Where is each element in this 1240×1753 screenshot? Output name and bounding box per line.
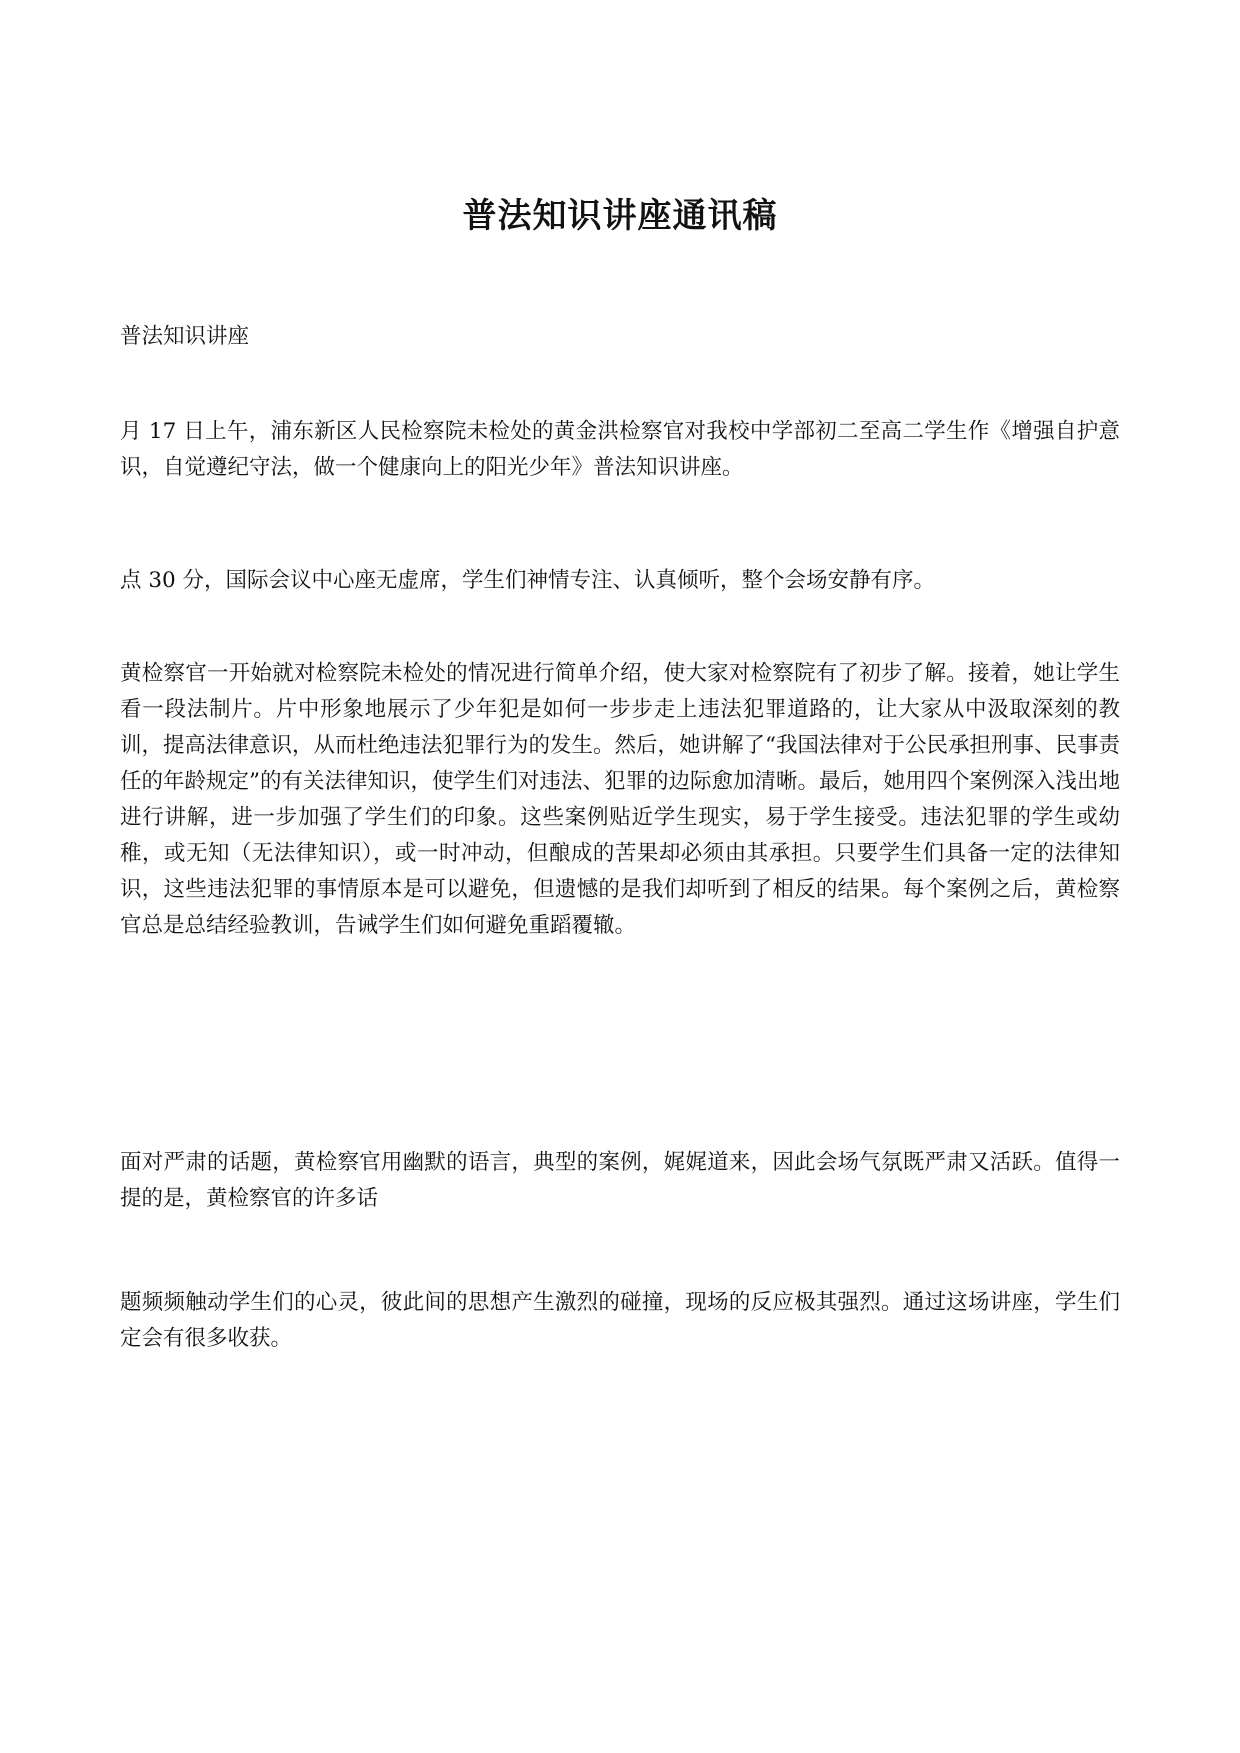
paragraph-2: 点 30 分，国际会议中心座无虚席，学生们神情专注、认真倾听，整个会场安静有序。 xyxy=(120,568,936,593)
paragraph-4: 面对严肃的话题，黄检察官用幽默的语言，典型的案例，娓娓道来，因此会场气氛既严肃又活跃。值得一提的是，黄检察官的许多话 xyxy=(120,1150,1120,1211)
document-title: 普法知识讲座通讯稿 xyxy=(462,196,778,236)
document-subtitle: 普法知识讲座 xyxy=(120,324,250,349)
paragraph-1: 月 17 日上午，浦东新区人民检察院未检处的黄金洪检察官对我校中学部初二至高二学生作《增强自护意识，自觉遵纪守法，做一个健康向上的阳光少年》普法知识讲座。 xyxy=(120,419,1120,480)
paragraph-5: 题频频触动学生们的心灵，彼此间的思想产生激烈的碰撞，现场的反应极其强烈。通过这场讲座，学生们定会有很多收获。 xyxy=(120,1290,1120,1351)
paragraph-3: 黄检察官一开始就对检察院未检处的情况进行简单介绍，使大家对检察院有了初步了解。接着，她让学生看一段法制片。片中形象地展示了少年犯是如何一步步走上违法犯罪道路的，让大家从中汲取深刻的教训，提高法律意识，从而杜绝违法犯罪行为的发生。然后，她讲解了“我国法律对于公民承担刑事、民事责任的年龄规定”的有关法律知识，使学生们对违法、犯罪的边际愈加清晰。最后，她用四个案例深入浅出地进行讲解，进一步加强了学生们的印象。这些案例贴近学生现实，易于学生接受。违法犯罪的学生或幼稚，或无知（无法律知识），或一时冲动，但酿成的苦果却必须由其承担。只要学生们具备一定的法律知识，这些违法犯罪的事情原本是可以避免，但遗憾的是我们却听到了相反的结果。每个案例之后，黄检察官总是总结经验教训，告诫学生们如何避免重蹈覆辙。 xyxy=(120,661,1120,938)
